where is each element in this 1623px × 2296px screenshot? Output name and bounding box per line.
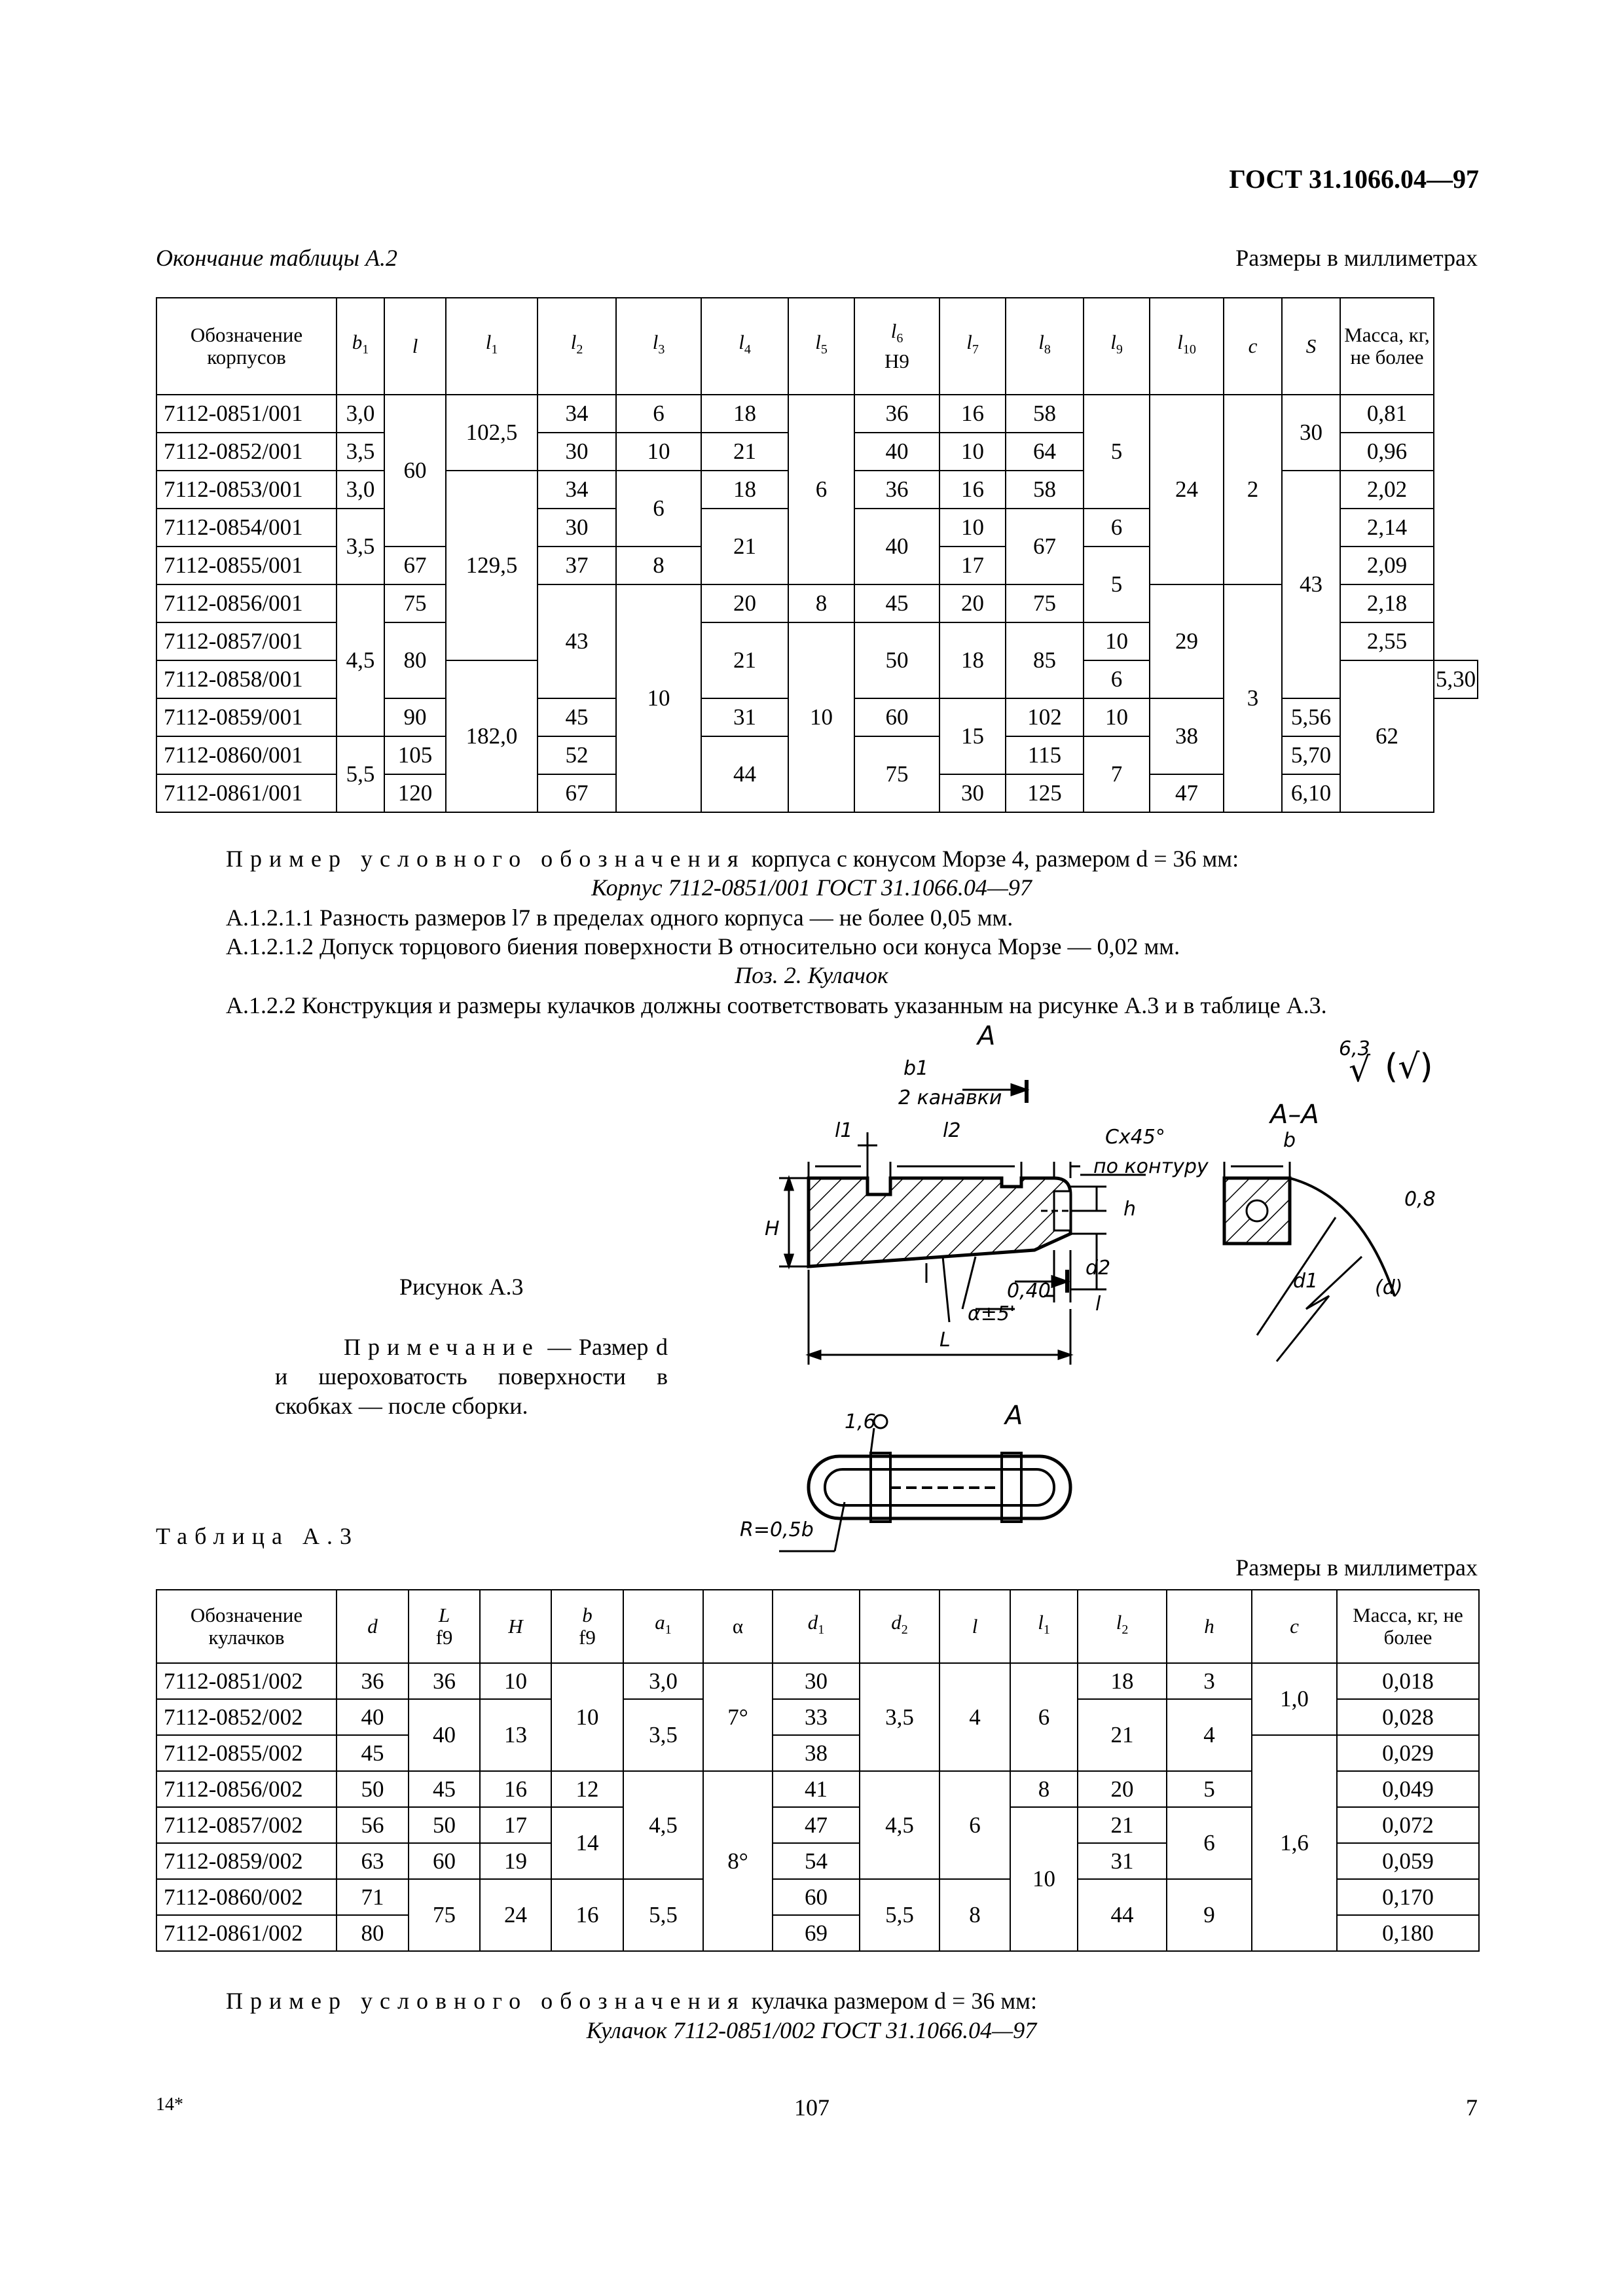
col-header: $d_1$ — [773, 1590, 860, 1663]
section-view — [1224, 1162, 1395, 1361]
col-header: l — [384, 298, 446, 395]
label-l2: l2 — [943, 1119, 961, 1142]
label-chamfer: Cx45° — [1105, 1126, 1165, 1149]
roughness-check-icon: √ — [1349, 1050, 1371, 1090]
col-header: l — [939, 1590, 1010, 1663]
table-row: 7112-0853/001 3,0 129,5 34 6 18 36 16 58 43 2,02 — [156, 471, 1478, 509]
label-d2: d2 — [1085, 1257, 1111, 1280]
col-header: $d_2$ — [860, 1590, 939, 1663]
document-title: ГОСТ 31.1066.04—97 — [1229, 164, 1479, 194]
table-a2-units: Размеры в миллиметрах — [1235, 245, 1478, 271]
label-d: (d) — [1375, 1276, 1403, 1299]
table-row: 7112-0855/002 45 38 1,6 0,029 — [156, 1735, 1479, 1771]
figure-caption: Рисунок А.3 — [399, 1274, 524, 1300]
col-header: α — [703, 1590, 773, 1663]
table-row: 7112-0855/001 67 37 8 17 5 2,09 — [156, 547, 1478, 584]
col-header: Обозначение кулачков — [156, 1590, 337, 1663]
table-row: 7112-0858/001 182,0 6 62 5,30 — [156, 660, 1478, 698]
col-header: $a_1$ — [623, 1590, 703, 1663]
label-grooves: 2 канавки — [898, 1086, 1002, 1109]
col-header: $l_4$ — [701, 298, 788, 395]
label-r16: 1,6 — [845, 1410, 876, 1433]
col-header: h — [1167, 1590, 1252, 1663]
side-view — [779, 1080, 1146, 1365]
col-header: S — [1282, 298, 1340, 395]
label-section-a-top: А — [977, 1021, 996, 1051]
example-1-code: Корпус 7112-0851/001 ГОСТ 31.1066.04—97 — [591, 874, 1032, 901]
table-row: 7112-0854/001 3,5 30 21 40 10 67 6 2,14 — [156, 509, 1478, 547]
label-b1: b1 — [903, 1057, 929, 1080]
col-header: H — [480, 1590, 551, 1663]
label-l1: l1 — [835, 1119, 853, 1142]
label-b: b — [1283, 1129, 1296, 1152]
label-contour: по контуру — [1093, 1155, 1209, 1178]
paragraph-a122: А.1.2.2 Конструкция и размеры кулачков должны соответствовать указанным на рисунке А.3 и в таблице А.3. — [226, 992, 1327, 1018]
table-a2-caption: Окончание таблицы А.2 — [156, 245, 398, 271]
footer-mark: 14* — [156, 2094, 183, 2115]
col-header: $l_2$ — [1078, 1590, 1167, 1663]
top-view — [779, 1415, 1070, 1551]
col-header: Обозначение корпусов — [156, 298, 337, 395]
table-row: 7112-0861/002 80 69 0,180 — [156, 1915, 1479, 1951]
pos-2-heading: Поз. 2. Кулачок — [735, 962, 888, 988]
label-r08: 0,8 — [1404, 1188, 1436, 1211]
table-row: 7112-0851/002 36 36 10 10 3,0 7° 30 3,5 4 6 18 3 1,0 0,018 — [156, 1663, 1479, 1699]
label-alpha: α±5' — [968, 1302, 1015, 1325]
label-roughness-bracket: (√) — [1385, 1047, 1433, 1086]
col-header: d — [337, 1590, 409, 1663]
table-row: 7112-0859/002 63 60 19 54 31 0,059 — [156, 1843, 1479, 1879]
label-H: H — [765, 1217, 780, 1240]
col-header: $l_1$ — [446, 298, 538, 395]
col-header: Масса, кг, не более — [1340, 298, 1434, 395]
label-r040: 0,40 — [1007, 1280, 1051, 1302]
label-section-a-bottom: А — [1005, 1401, 1023, 1431]
table-row: 7112-0859/001 90 45 31 60 15 102 10 38 5,56 — [156, 698, 1478, 736]
table-a3-caption: Таблица А.3 — [156, 1523, 359, 1549]
col-header: L f9 — [409, 1590, 480, 1663]
col-header: $l_{10}$ — [1150, 298, 1224, 395]
table-row: 7112-0861/001 120 67 30 125 47 6,10 — [156, 774, 1478, 812]
table-row: 7112-0856/002 50 45 16 12 4,5 8° 41 4,5 6 8 20 5 0,049 — [156, 1771, 1479, 1807]
table-a3 — [156, 1589, 1480, 1952]
col-header: $l_7$ — [939, 298, 1006, 395]
table-row: 7112-0852/002 40 40 13 3,5 33 21 4 0,028 — [156, 1699, 1479, 1735]
table-row: 7112-0860/001 5,5 105 52 44 75 115 7 5,70 — [156, 736, 1478, 774]
col-header: $l_3$ — [616, 298, 701, 395]
col-header: c — [1224, 298, 1282, 395]
example-1-line: Пример условного обозначения корпуса с конусом Морзе 4, размером d = 36 мм: — [226, 846, 1239, 872]
page-number: 107 — [794, 2094, 830, 2121]
label-d1: d1 — [1293, 1270, 1319, 1293]
paragraph-a1211: А.1.2.1.1 Разность размеров l7 в пределах одного корпуса — не более 0,05 мм. — [226, 905, 1013, 931]
col-header: $l_2$ — [538, 298, 616, 395]
table-a3-units: Размеры в миллиметрах — [1235, 1554, 1478, 1581]
example-2-line: Пример условного обозначения кулачка размером d = 36 мм: — [226, 1988, 1037, 2014]
col-header: $l_8$ — [1006, 298, 1084, 395]
table-row: 7112-0857/002 56 50 17 14 47 10 21 6 0,072 — [156, 1807, 1479, 1843]
table-row: 7112-0852/001 3,5 30 10 21 40 10 64 0,96 — [156, 433, 1478, 471]
label-R: R=0,5b — [740, 1518, 814, 1541]
table-row: 7112-0857/001 80 21 10 50 18 85 10 2,55 — [156, 622, 1478, 660]
col-header: $l_1$ — [1010, 1590, 1078, 1663]
label-l: l — [1095, 1293, 1101, 1316]
col-header: $l_6$ H9 — [854, 298, 939, 395]
table-row: 7112-0851/001 3,0 60 102,5 34 6 18 6 36 16 58 5 24 2 30 0,81 — [156, 395, 1478, 433]
col-header: $l_5$ — [788, 298, 854, 395]
page-local-number: 7 — [1466, 2094, 1478, 2121]
col-header: c — [1252, 1590, 1337, 1663]
col-header: $b_1$ — [337, 298, 384, 395]
label-section-aa: А–А — [1270, 1100, 1319, 1130]
table-a2 — [156, 297, 1478, 813]
label-roughness: 6,3 — [1339, 1037, 1370, 1060]
col-header: b f9 — [551, 1590, 623, 1663]
table-row: 7112-0860/002 71 75 24 16 5,5 60 5,5 8 44 9 0,170 — [156, 1879, 1479, 1915]
table-row: 7112-0856/001 4,5 75 43 10 20 8 45 20 75 29 3 2,18 — [156, 584, 1478, 622]
example-2-code: Кулачок 7112-0851/002 ГОСТ 31.1066.04—97 — [586, 2017, 1037, 2043]
figure-note: Примечание — Размер d и шероховатость поверхности в скобках — после сборки. — [275, 1334, 668, 1419]
paragraph-a1212: А.1.2.1.2 Допуск торцового биения поверхности B относительно оси конуса Морзе — 0,02 мм. — [226, 933, 1180, 960]
col-header: $l_9$ — [1084, 298, 1150, 395]
label-h: h — [1123, 1198, 1137, 1221]
label-L: L — [939, 1329, 951, 1352]
col-header: Масса, кг, не более — [1337, 1590, 1479, 1663]
